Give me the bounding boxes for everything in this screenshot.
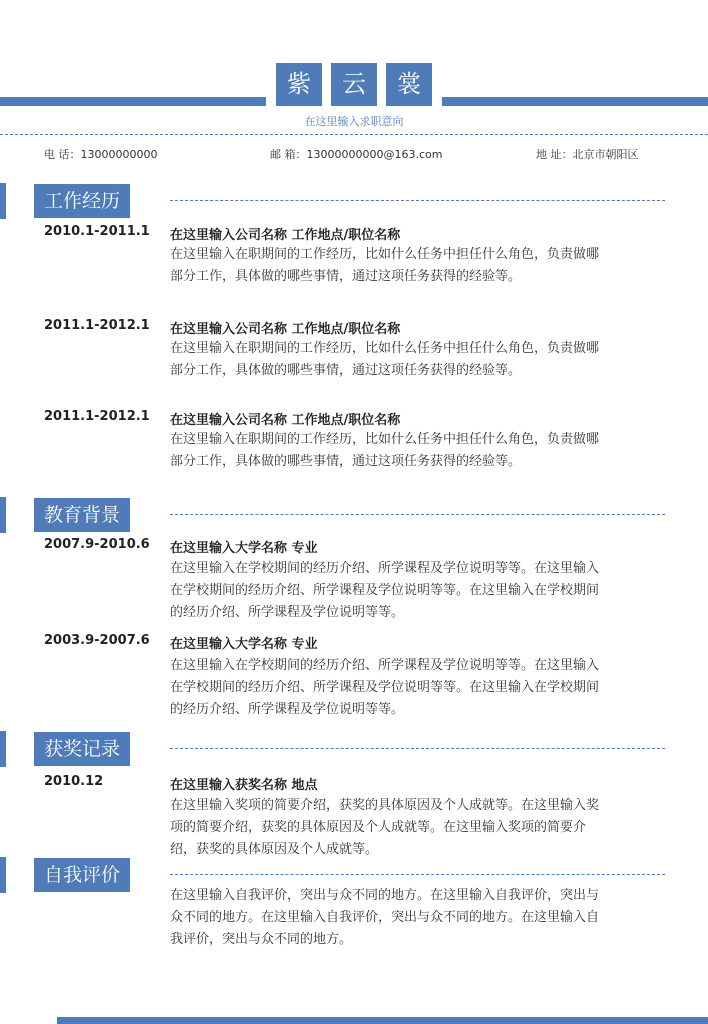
section-marker (0, 497, 6, 533)
name-char-1: 紫 (276, 63, 322, 106)
entry-date: 2011.1-2012.1 (44, 318, 150, 333)
section-divider (170, 200, 665, 201)
self-evaluation-text: 在这里输入自我评价，突出与众不同的地方。在这里输入自我评价，突出与众不同的地方。在这里输入自我评价，突出与众不同的地方。在这里输入自我评价，突出与众不同的地方。 (170, 888, 600, 947)
section-divider (170, 874, 665, 875)
entry-description: 在这里输入在学校期间的经历介绍、所学课程及学位说明等等。在这里输入在学校期间的经历介绍、所学课程及学位说明等等。在这里输入在学校期间的经历介绍、所学课程及学位说明等等。 (170, 561, 600, 620)
entry-heading: 在这里输入大学名称 专业 (170, 637, 318, 652)
entry-date: 2003.9-2007.6 (44, 633, 150, 648)
job-objective: 在这里输入求职意向 (304, 115, 404, 128)
entry-date: 2010.1-2011.1 (44, 224, 150, 239)
section-title-awards: 获奖记录 (34, 732, 130, 766)
entry-date: 2011.1-2012.1 (44, 409, 150, 424)
contact-phone: 电 话：13000000000 (44, 148, 158, 161)
name-char-2: 云 (331, 63, 377, 106)
header-divider (0, 134, 708, 135)
section-divider (170, 514, 665, 515)
section-title-self: 自我评价 (34, 858, 130, 892)
section-marker (0, 857, 6, 893)
section-marker (0, 183, 6, 219)
entry-heading: 在这里输入公司名称 工作地点/职位名称 (170, 413, 401, 428)
entry-date: 2010.12 (44, 774, 104, 789)
section-title-work: 工作经历 (34, 184, 130, 218)
entry-heading: 在这里输入获奖名称 地点 (170, 778, 318, 793)
entry-heading: 在这里输入公司名称 工作地点/职位名称 (170, 322, 401, 337)
name-char-3: 裳 (386, 63, 432, 106)
entry-description: 在这里输入奖项的简要介绍，获奖的具体原因及个人成就等。在这里输入奖项的简要介绍，获奖的具体原因及个人成就等。在这里输入奖项的简要介绍，获奖的具体原因及个人成就等。 (170, 798, 600, 857)
contact-address: 地 址：北京市朝阳区 (536, 148, 639, 161)
footer-accent-bar (57, 1017, 708, 1024)
section-divider (170, 748, 665, 749)
section-marker (0, 731, 6, 767)
entry-description: 在这里输入在职期间的工作经历，比如什么任务中担任什么角色，负责做哪部分工作，具体做的哪些事情，通过这项任务获得的经验等。 (170, 432, 600, 469)
entry-heading: 在这里输入公司名称 工作地点/职位名称 (170, 228, 401, 243)
contact-email: 邮 箱：13000000000@163.com (270, 148, 443, 161)
section-title-education: 教育背景 (34, 498, 130, 532)
entry-description: 在这里输入在职期间的工作经历，比如什么任务中担任什么角色，负责做哪部分工作，具体做的哪些事情，通过这项任务获得的经验等。 (170, 247, 600, 284)
entry-description: 在这里输入在学校期间的经历介绍、所学课程及学位说明等等。在这里输入在学校期间的经历介绍、所学课程及学位说明等等。在这里输入在学校期间的经历介绍、所学课程及学位说明等等。 (170, 658, 600, 717)
entry-heading: 在这里输入大学名称 专业 (170, 541, 318, 556)
entry-description: 在这里输入在职期间的工作经历，比如什么任务中担任什么角色，负责做哪部分工作，具体做的哪些事情，通过这项任务获得的经验等。 (170, 341, 600, 378)
entry-date: 2007.9-2010.6 (44, 537, 150, 552)
